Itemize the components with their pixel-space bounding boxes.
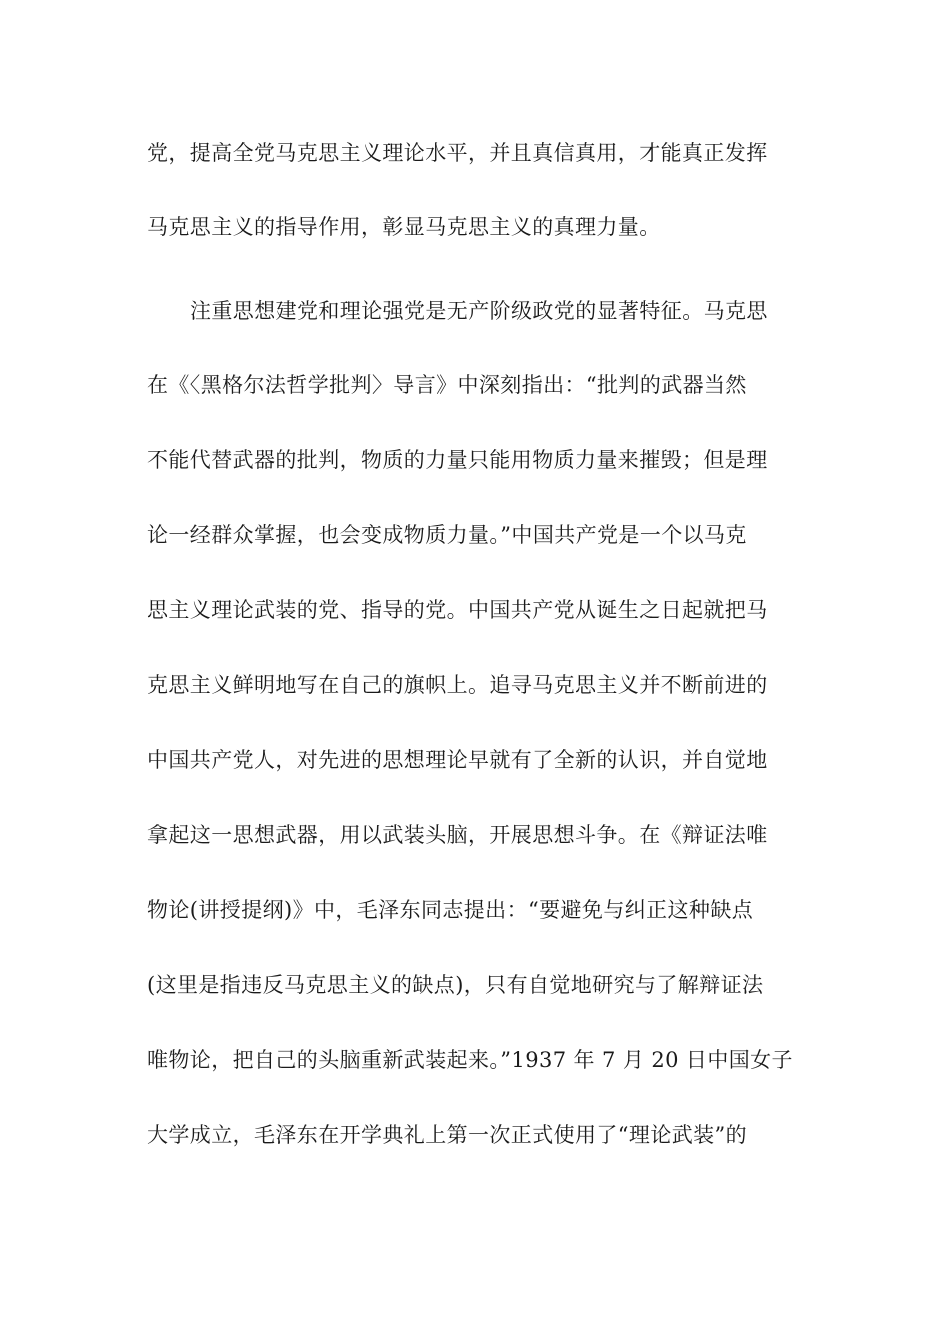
text-line: 论一经群众掌握，也会变成物质力量。”中国共产党是一个以马克 — [147, 523, 747, 547]
text-line: 大学成立，毛泽东在开学典礼上第一次正式使用了“理论武装”的 — [147, 1123, 748, 1147]
text-line: (这里是指违反马克思主义的缺点)，只有自觉地研究与了解辩证法 — [147, 973, 764, 997]
text-line: 在《〈黑格尔法哲学批判〉导言》中深刻指出：“批判的武器当然 — [147, 373, 747, 397]
paragraph-first-line: 注重思想建党和理论强党是无产阶级政党的显著特征。马克思 — [190, 299, 768, 323]
text-line: 物论(讲授提纲)》中，毛泽东同志提出：“要避免与纠正这种缺点 — [147, 898, 754, 922]
text-line: 不能代替武器的批判，物质的力量只能用物质力量来摧毁；但是理 — [147, 448, 768, 472]
text-line: 中国共产党人，对先进的思想理论早就有了全新的认识，并自觉地 — [147, 748, 768, 772]
text-line: 马克思主义的指导作用，彰显马克思主义的真理力量。 — [147, 215, 661, 239]
text-line: 拿起这一思想武器，用以武装头脑，开展思想斗争。在《辩证法唯 — [147, 823, 768, 847]
text-line: 克思主义鲜明地写在自己的旗帜上。追寻马克思主义并不断前进的 — [147, 673, 768, 697]
text-line: 党，提高全党马克思主义理论水平，并且真信真用，才能真正发挥 — [147, 141, 768, 165]
text-line: 唯物论，把自己的头脑重新武装起来。”1937 年 7 月 20 日中国女子 — [147, 1048, 793, 1072]
text-line: 思主义理论武装的党、指导的党。中国共产党从诞生之日起就把马 — [147, 598, 768, 622]
